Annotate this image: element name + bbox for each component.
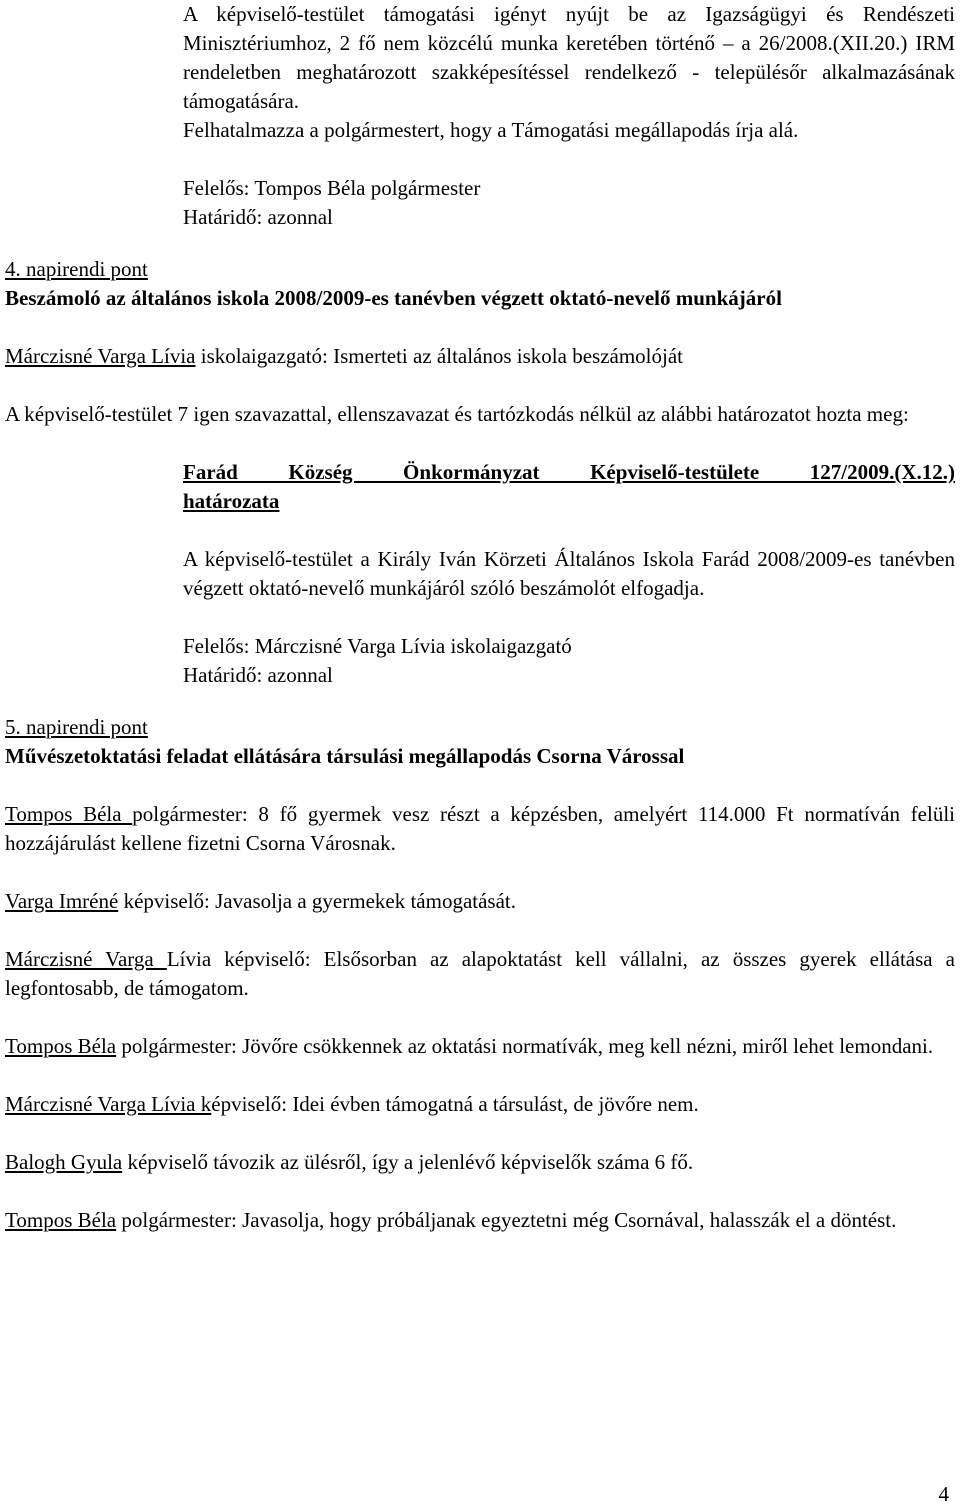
resolution-block — [183, 458, 955, 690]
agenda-item-4-number: 4. napirendi pont — [5, 257, 148, 281]
vote-paragraph: A képviselő-testület 7 igen szavazattal, ellenszavazat és tartózkodás nélkül az alábbi határozatot hozta meg: — [5, 402, 909, 426]
speaker-name: Márczisné Varga — [5, 947, 167, 971]
resolution-deadline: Határidő: azonnal — [183, 663, 333, 687]
responsible-line: Felelős: Tompos Béla polgármester — [183, 176, 481, 200]
agenda-item-5-number: 5. napirendi pont — [5, 715, 148, 739]
resolution-responsible: Felelős: Márczisné Varga Lívia iskolaigazgató — [183, 634, 572, 658]
discussion-entry — [5, 945, 955, 1003]
speaker-name: Tompos Béla — [5, 802, 133, 826]
support-request-paragraph: A képviselő-testület támogatási igényt nyújt be az Igazságügyi és Rendészeti Minisztériumhoz, 2 fő nem közcélú munka keretében történő – a 26/2008.(XII.20.) IRM rendeletben meghatározott szakképesítéssel rendelkező - településőr alkalmazásának támogatására. — [183, 2, 955, 113]
speaker-name: Márczisné Varga Lívia — [5, 344, 196, 368]
deadline-line: Határidő: azonnal — [183, 205, 333, 229]
speaker-name: Balogh Gyula — [5, 1150, 123, 1174]
speaker-text: iskolaigazgató: Ismerteti az általános iskola beszámolóját — [195, 344, 684, 368]
speaker-name: Márczisné Varga Lívia k — [5, 1092, 212, 1116]
discussion-entry — [5, 1090, 955, 1119]
speaker-name: Tompos Béla — [5, 1034, 117, 1058]
speaker-text: képviselő: Javasolja a gyermekek támogatását. — [118, 889, 517, 913]
discussion-entry — [5, 1032, 955, 1061]
top-block — [183, 0, 955, 232]
resolution-title-line1: Farád Község Önkormányzat Képviselő-testülete 127/2009.(X.12.) — [183, 460, 955, 484]
speaker-text: képviselő távozik az ülésről, így a jelenlévő képviselők száma 6 fő. — [122, 1150, 694, 1174]
discussion-entry — [5, 887, 955, 916]
speaker-text: polgármester: 8 fő gyermek vesz részt a képzésben, amelyért 114.000 Ft normatíván felüli hozzájárulást kellene fizetni Csorna Városnak. — [5, 802, 955, 855]
resolution-title-line2: határozata — [183, 489, 280, 513]
speaker-text: épviselő: Idei évben támogatná a társulást, de jövőre nem. — [211, 1092, 699, 1116]
speaker-text: polgármester: Jövőre csökkennek az oktatási normatívák, meg kell nézni, miről lehet lemondani. — [116, 1034, 934, 1058]
agenda-item-5-title: Művészetoktatási feladat ellátására társulási megállapodás Csorna Várossal — [5, 744, 685, 768]
speaker-name: Tompos Béla — [5, 1208, 117, 1232]
resolution-text: A képviselő-testület a Király Iván Körzeti Általános Iskola Farád 2008/2009-es tanévben végzett oktató-nevelő munkájáról szóló beszámolót elfogadja. — [183, 547, 955, 600]
agenda-item-4-speaker — [5, 342, 955, 371]
agenda-item-4-title: Beszámoló az általános iskola 2008/2009-es tanévben végzett oktató-nevelő munkájáról — [5, 286, 782, 310]
discussion-entry — [5, 1206, 955, 1235]
authorization-paragraph: Felhatalmazza a polgármestert, hogy a Támogatási megállapodás írja alá. — [183, 118, 799, 142]
speaker-text: Lívia képviselő: Elsősorban az alapoktatást kell vállalni, az összes gyerek ellátása a legfontosabb, de támogatom. — [5, 947, 955, 1000]
document-page — [5, 0, 955, 1509]
speaker-text: polgármester: Javasolja, hogy próbáljanak egyeztetni még Csornával, halasszák el a döntést. — [116, 1208, 897, 1232]
discussion-entry — [5, 1148, 955, 1177]
speaker-name: Varga Imréné — [5, 889, 119, 913]
page-number: 4 — [938, 1482, 949, 1506]
discussion-entry — [5, 800, 955, 858]
